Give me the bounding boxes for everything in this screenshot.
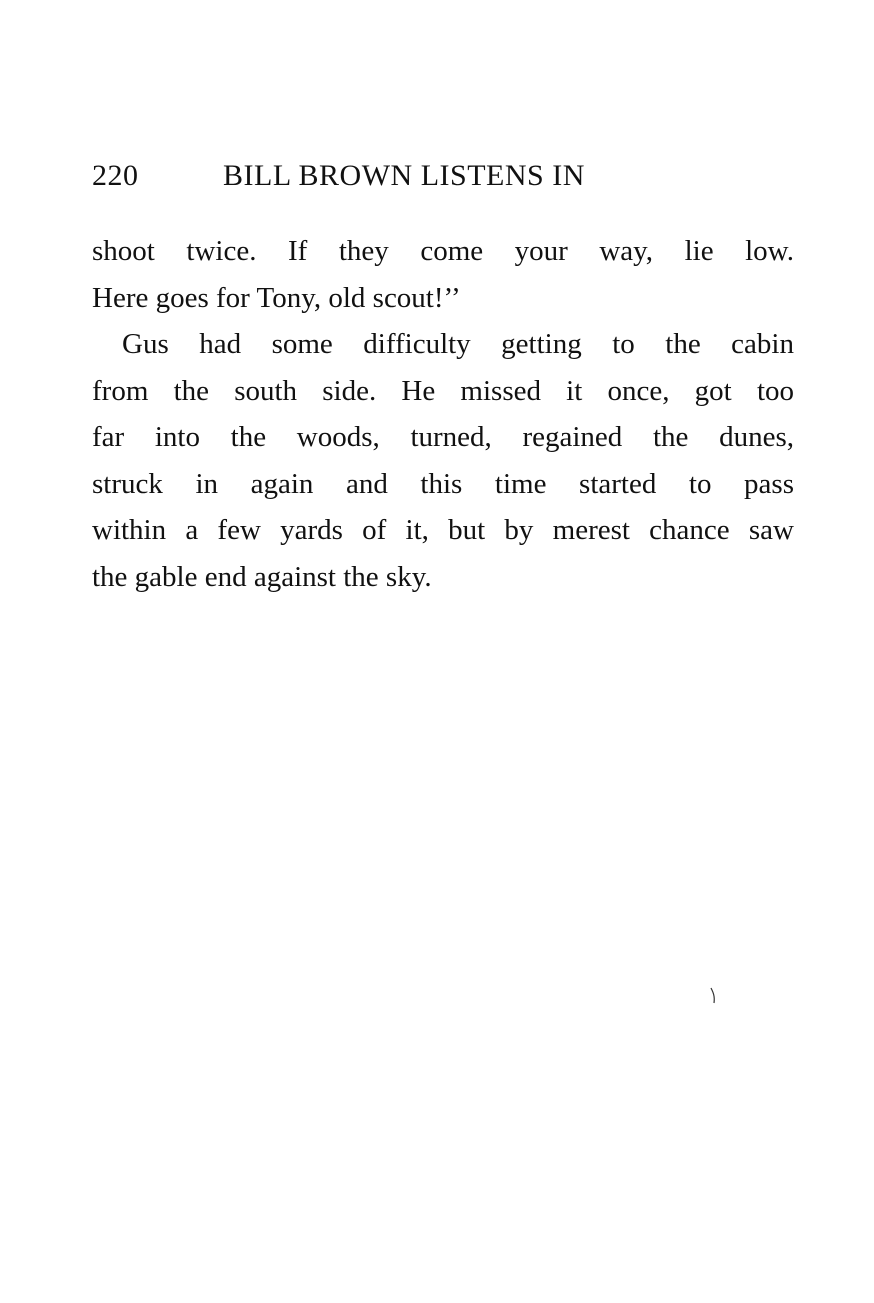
text-line: struck in again and this time started to pass	[92, 467, 794, 500]
body-text	[92, 228, 794, 600]
text-line: Here goes for Tony, old scout!’’	[92, 281, 461, 314]
text-line: from the south side. He missed it once, got too	[92, 374, 794, 407]
text-line: far into the woods, turned, regained the dunes,	[92, 421, 794, 453]
running-title: BILL BROWN LISTENS IN	[223, 159, 585, 192]
text-line: the gable end against the sky.	[92, 560, 432, 593]
running-head	[92, 156, 792, 196]
ink-speck-mark	[709, 987, 719, 1005]
text-line: shoot twice. If they come your way, lie low.	[92, 235, 794, 267]
paragraph-first-line: Gus had some difficulty getting to the cabin	[122, 328, 794, 360]
text-line: within a few yards of it, but by merest chance saw	[92, 514, 794, 546]
page-number: 220	[92, 159, 139, 192]
